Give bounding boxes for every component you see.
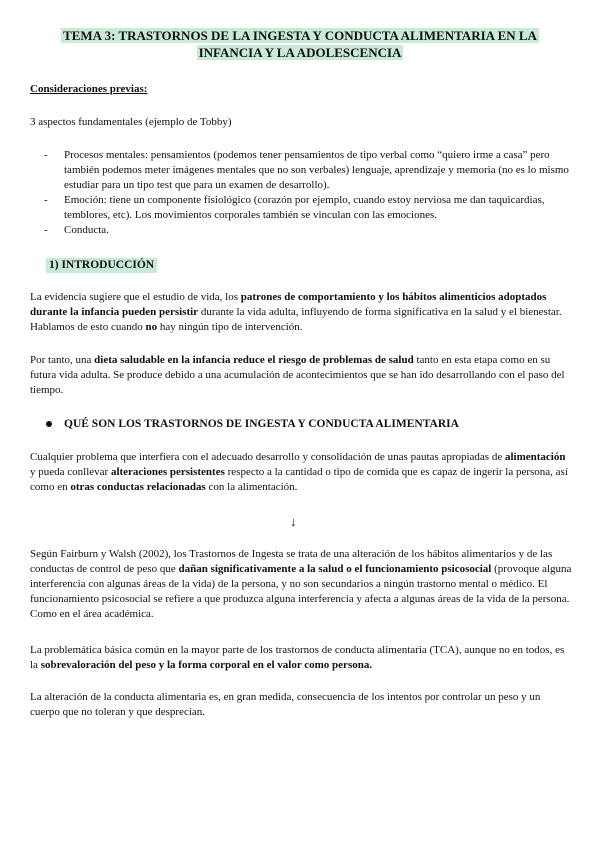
list-item-text: Conducta.: [64, 224, 109, 236]
dash-marker: -: [44, 224, 48, 236]
text-run: durante la vida adulta, influyendo de forma significativa en la salud y el bienestar. Hablamos de esto cuando: [30, 306, 562, 333]
bold-text: dieta saludable en la infancia reduce el riesgo de problemas de salud: [94, 354, 414, 366]
intro-paragraph-2: [30, 353, 572, 398]
fairburn-paragraph: [30, 547, 572, 622]
considerations-list: [44, 148, 572, 238]
text-run: tanto en esta etapa como en su futura vida adulta. Se produce debido a una acumulación de acontecimientos que se han ido desarrollando con el paso del tiempo.: [30, 354, 565, 396]
bold-text: alteraciones persistentes: [110, 466, 225, 478]
bold-text: alimentación: [504, 451, 566, 463]
bold-text: dañan significativamente a la salud o el funcionamiento psicosocial: [178, 563, 492, 575]
dash-marker: -: [44, 194, 48, 206]
considerations-intro: 3 aspectos fundamentales (ejemplo de Tobby): [30, 116, 232, 128]
text-run: La problemática básica común en la mayor parte de los trastornos de conducta alimentaria (TCA), aunque no en todos, es la: [30, 644, 565, 671]
intro-paragraph-1: [30, 290, 572, 335]
list-item-text: Procesos mentales: pensamientos (podemos tener pensamientos de tipo verbal como “quiero irme a casa” pero también podemos meter imágenes mentales que no son verbales) lenguaje, aprendizaje y memoria (no es lo mismo estudiar para un tipo test que para un examen de desarrollo).: [64, 149, 569, 191]
definition-paragraph: [30, 450, 572, 495]
down-arrow-icon: ↓: [290, 514, 297, 529]
list-item-text: Emoción: tiene un componente fisiológico (corazón por ejemplo, cuando estoy nerviosa me dan taquicardias, temblores, etc). Los movimientos corporales también se vinculan con las emociones.: [64, 194, 545, 221]
list-item: [44, 148, 572, 193]
text-run: (provoque alguna interferencia con algunas áreas de la vida) de la persona, y no son secundarios a ningún trastorno mental o médico. El funcionamiento psicosocial se refiere a que produzca alguna interferencia y afecta a algunas áreas de la vida de la persona. Como en el área académica.: [30, 563, 572, 620]
text-run: respecto a la cantidad o tipo de comida que es capaz de ingerir la persona, así como en: [30, 466, 568, 493]
section-heading-text: QUÉ SON LOS TRASTORNOS DE INGESTA Y CONDUCTA ALIMENTARIA: [64, 418, 459, 430]
bold-text: no: [145, 321, 158, 333]
text-run: La evidencia sugiere que el estudio de vida, los: [30, 291, 241, 303]
section-heading-introduccion: 1) INTRODUCCIÓN: [46, 258, 157, 273]
text-run: Según Fairburn y Walsh (2002), los Trastornos de Ingesta se trata de una alteración de los hábitos alimentarios y de las conductas de control de peso que: [30, 548, 553, 575]
alteration-paragraph: La alteración de la conducta alimentaria es, en gran medida, consecuencia de los intentos por controlar un peso y un cuerpo que no toleran y que desprecian.: [30, 691, 541, 718]
bullet-dot-icon: [46, 421, 52, 427]
section-heading-que-son: [46, 417, 459, 432]
text-run: Por tanto, una: [30, 354, 95, 366]
list-item: [44, 193, 572, 223]
considerations-heading: Consideraciones previas:: [30, 83, 148, 95]
dash-marker: -: [44, 149, 48, 161]
tca-paragraph: [30, 643, 572, 673]
bold-text: sobrevaloración del peso y la forma corporal en el valor como persona.: [40, 659, 373, 671]
list-item: [44, 223, 572, 238]
text-run: y pueda conllevar: [30, 466, 111, 478]
bold-text: otras conductas relacionadas: [70, 481, 206, 493]
title-line-1: TEMA 3: TRASTORNOS DE LA INGESTA Y CONDUCTA ALIMENTARIA EN LA: [63, 28, 537, 43]
document-title: [30, 27, 570, 61]
text-run: hay ningún tipo de intervención.: [157, 321, 303, 333]
text-run: Cualquier problema que interfiera con el adecuado desarrollo y consolidación de unas pautas apropiadas de: [30, 451, 505, 463]
text-run: con la alimentación.: [205, 481, 298, 493]
bold-text: patrones de comportamiento y los hábitos alimenticios adoptados durante la infancia pueden persistir: [30, 291, 547, 318]
title-line-2: INFANCIA Y LA ADOLESCENCIA: [198, 45, 402, 60]
